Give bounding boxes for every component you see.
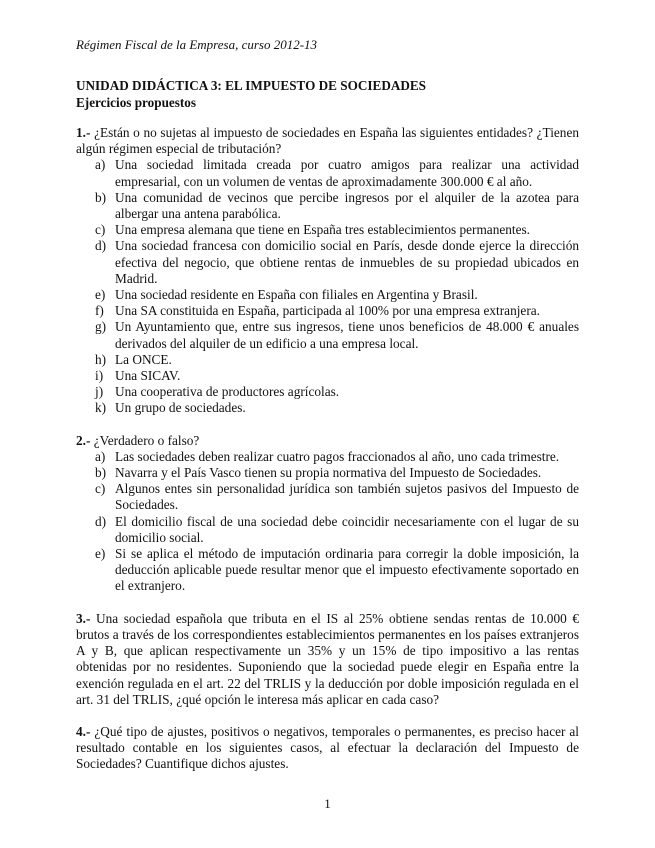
item-text: Una comunidad de vecinos que percibe ingresos por el alquiler de la azotea para albergar una antena parabólica. — [115, 189, 579, 222]
item-text: El domicilio fiscal de una sociedad debe coincidir necesariamente con el lugar de su domicilio social. — [115, 513, 579, 545]
item-letter: c) — [95, 222, 106, 238]
item-text: Una sociedad residente en España con filiales en Argentina y Brasil. — [115, 287, 478, 303]
list-item — [76, 303, 579, 319]
exercise-items — [76, 157, 579, 416]
item-letter: f) — [95, 303, 104, 319]
item-text: Una SA constituida en España, participada al 100% por una empresa extranjera. — [115, 303, 540, 319]
list-item — [76, 384, 579, 400]
exercise-text: ¿Están o no sujetas al impuesto de sociedades en España las siguientes entidades? ¿Tienen algún régimen especial de tributación? — [76, 125, 579, 157]
course-header: Régimen Fiscal de la Empresa, curso 2012-13 — [76, 37, 318, 52]
item-letter: e) — [95, 287, 106, 303]
list-item — [76, 319, 579, 351]
list-item — [76, 368, 579, 384]
item-letter: e) — [95, 546, 106, 562]
item-text: Una empresa alemana que tiene en España tres establecimientos permanentes. — [115, 222, 530, 238]
exercise-list — [76, 125, 579, 789]
item-letter: a) — [95, 448, 106, 464]
item-text: Algunos entes sin personalidad jurídica son también sujetos pasivos del Impuesto de Sociedades. — [115, 481, 579, 513]
exercise-intro — [76, 125, 579, 157]
item-text: Las sociedades deben realizar cuatro pagos fraccionados al año, uno cada trimestre. — [115, 448, 560, 464]
page-number: 1 — [324, 796, 331, 811]
item-text: Un Ayuntamiento que, entre sus ingresos, tiene unos beneficios de 48.000 € anuales derivados del alquiler de un edificio a una empresa local. — [115, 319, 579, 351]
unit-subtitle: Ejercicios propuestos — [76, 95, 197, 110]
item-letter: b) — [95, 465, 107, 481]
list-item — [76, 238, 579, 287]
item-letter: c) — [95, 481, 106, 497]
exercise-text: ¿Verdadero o falso? — [93, 432, 200, 448]
item-text: Una sociedad limitada creada por cuatro amigos para realizar una actividad empresarial, con un volumen de ventas de aproximadamente 300.000 € al año. — [115, 157, 579, 189]
item-letter: a) — [95, 157, 106, 173]
item-text: Si se aplica el método de imputación ordinaria para corregir la doble imposición, la deducción aplicable puede resultar menor que el impuesto efectivamente soportado en el extranjero. — [115, 546, 579, 594]
item-letter: d) — [95, 238, 107, 254]
item-letter: g) — [95, 319, 107, 335]
exercise-items — [76, 449, 579, 595]
list-item — [76, 514, 579, 546]
item-letter: j) — [95, 384, 104, 400]
item-letter: b) — [95, 189, 107, 205]
exercise-3 — [76, 611, 579, 708]
exercise-text: Una sociedad española que tributa en el IS al 25% obtiene sendas rentas de 10.000 € brutos a través de los correspondientes establecimientos permanentes en los países extranjeros A y B, que aplican respectivamente un 35% y un 15% de tipo impositivo a las rentas obtenidas por no residentes. Suponiendo que la sociedad puede elegir en España entre la exención regulada en el art. 22 del TRLIS y la deducción por doble imposición regulada en el art. 31 del TRLIS, ¿qué opción le interesa más aplicar en cada caso? — [76, 610, 579, 707]
exercise-intro — [76, 611, 579, 708]
item-text: Una SICAV. — [115, 368, 181, 384]
exercise-1 — [76, 125, 579, 417]
exercise-number: 2.- — [76, 432, 91, 448]
exercise-4 — [76, 724, 579, 773]
list-item — [76, 400, 579, 416]
list-item — [76, 157, 579, 189]
item-letter: d) — [95, 513, 107, 529]
list-item — [76, 287, 579, 303]
exercise-intro — [76, 724, 579, 773]
list-item — [76, 546, 579, 595]
item-text: Una cooperativa de productores agrícolas. — [115, 384, 340, 400]
list-item — [76, 222, 579, 238]
exercise-text: ¿Qué tipo de ajustes, positivos o negativos, temporales o permanentes, es preciso hacer al resultado contable en los siguientes casos, al efectuar la declaración del Impuesto de Sociedades? Cuantifique dichos ajustes. — [76, 723, 579, 772]
list-item — [76, 481, 579, 513]
exercise-number: 4.- — [76, 723, 91, 739]
exercise-2 — [76, 433, 579, 595]
list-item — [76, 352, 579, 368]
item-text: La ONCE. — [115, 351, 172, 367]
list-item — [76, 449, 579, 465]
unit-title: UNIDAD DIDÁCTICA 3: EL IMPUESTO DE SOCIEDADES — [76, 78, 427, 93]
item-letter: k) — [95, 400, 107, 416]
exercise-number: 3.- — [76, 610, 91, 626]
item-text: Navarra y el País Vasco tienen su propia normativa del Impuesto de Sociedades. — [115, 465, 542, 481]
list-item — [76, 465, 579, 481]
exercise-intro — [76, 433, 579, 449]
item-text: Una sociedad francesa con domicilio social en París, desde donde ejerce la dirección efectiva del negocio, que obtiene rentas de inmuebles de su propiedad ubicados en Madrid. — [115, 238, 579, 286]
exercise-number: 1.- — [76, 125, 91, 140]
item-letter: i) — [95, 368, 104, 384]
item-letter: h) — [95, 351, 107, 367]
item-text: Un grupo de sociedades. — [115, 400, 246, 416]
list-item — [76, 190, 579, 222]
